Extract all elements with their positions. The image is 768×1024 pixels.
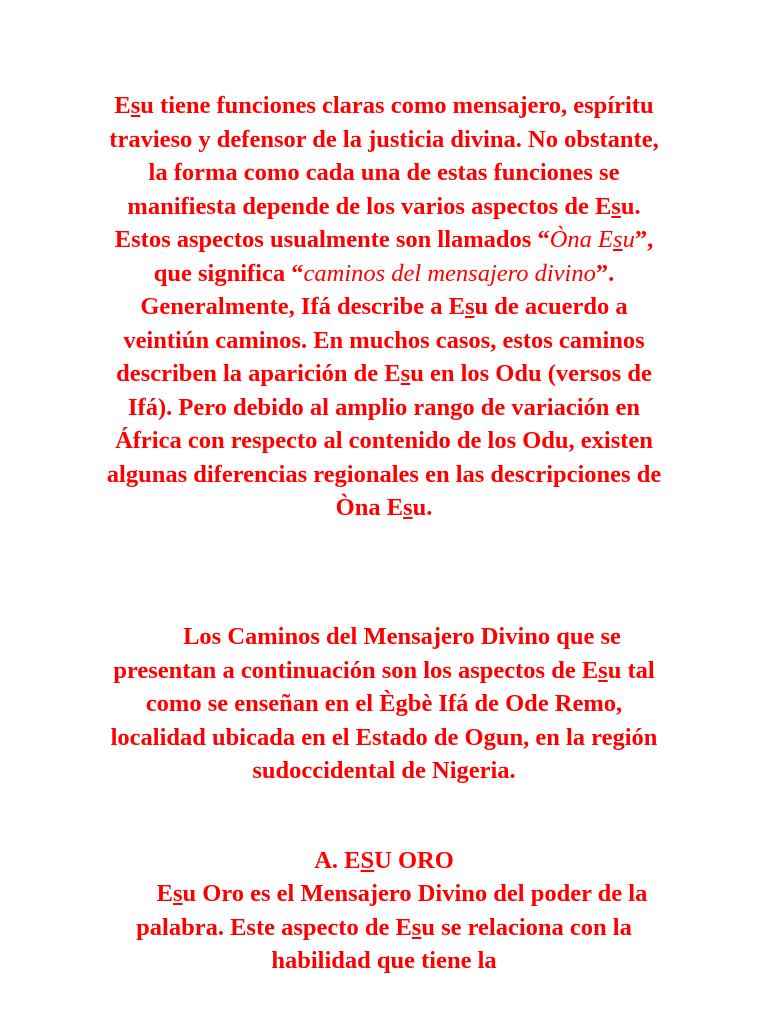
paragraph-esu-oro — [100, 877, 668, 978]
section-heading-esu-oro — [100, 844, 668, 878]
text-run: ”. Generalmente, Ifá describe a E — [140, 259, 615, 320]
text-run: u en los Odu (versos de Ifá). Pero debido al amplio rango de variación en África con respecto al contenido de los Odu, existen algunas diferencias regionales en las descripciones de Òna E — [106, 360, 662, 521]
text-run: u. Estos aspectos usualmente son llamados “ — [114, 192, 641, 253]
text-run: E — [114, 92, 131, 119]
paragraph-esu-functions — [100, 89, 668, 525]
underlined-letter: s — [464, 293, 475, 320]
underlined-letter: S — [360, 847, 375, 874]
underlined-letter: s — [411, 913, 422, 941]
text-run: u se relaciona con la habilidad que tiene la — [271, 913, 632, 974]
text-run: u. — [412, 494, 433, 521]
text-run: u de acuerdo a veintiún caminos. En muchos casos, estos caminos describen la aparición de E — [116, 293, 645, 387]
text-run: u tiene funciones claras como mensajero, espíritu travieso y defensor de la justicia divina. No obstante, la forma como cada una de estas funciones se manifiesta depende de los varios aspectos de E — [109, 92, 659, 220]
paragraph-caminos-intro — [100, 620, 668, 788]
underlined-letter: s — [172, 880, 183, 907]
text-run: A. E — [314, 847, 361, 874]
text-run: U ORO — [374, 847, 454, 874]
underlined-letter: s — [403, 494, 413, 521]
underlined-letter: s — [400, 360, 411, 387]
underlined-letter: s — [611, 192, 621, 220]
text-run: ”, que significa “ — [153, 226, 654, 287]
underlined-letter: s — [598, 656, 608, 684]
text-run: E — [156, 880, 173, 907]
text-run: Los Caminos del Mensajero Divino que se presentan a continuación son los aspectos de E — [113, 623, 621, 684]
italic-term: caminos del mensajero divino — [303, 259, 596, 287]
underlined-letter: s — [130, 92, 141, 119]
italic-term: Òna Esu — [549, 226, 635, 253]
text-run: u tal como se enseñan en el Ègbè Ifá de Ode Remo, localidad ubicada en el Estado de Ogun, en la región sudoccidental de Nigeria. — [110, 656, 658, 784]
text-run: u Oro es el Mensajero Divino del poder de la palabra. Este aspecto de E — [136, 880, 648, 941]
